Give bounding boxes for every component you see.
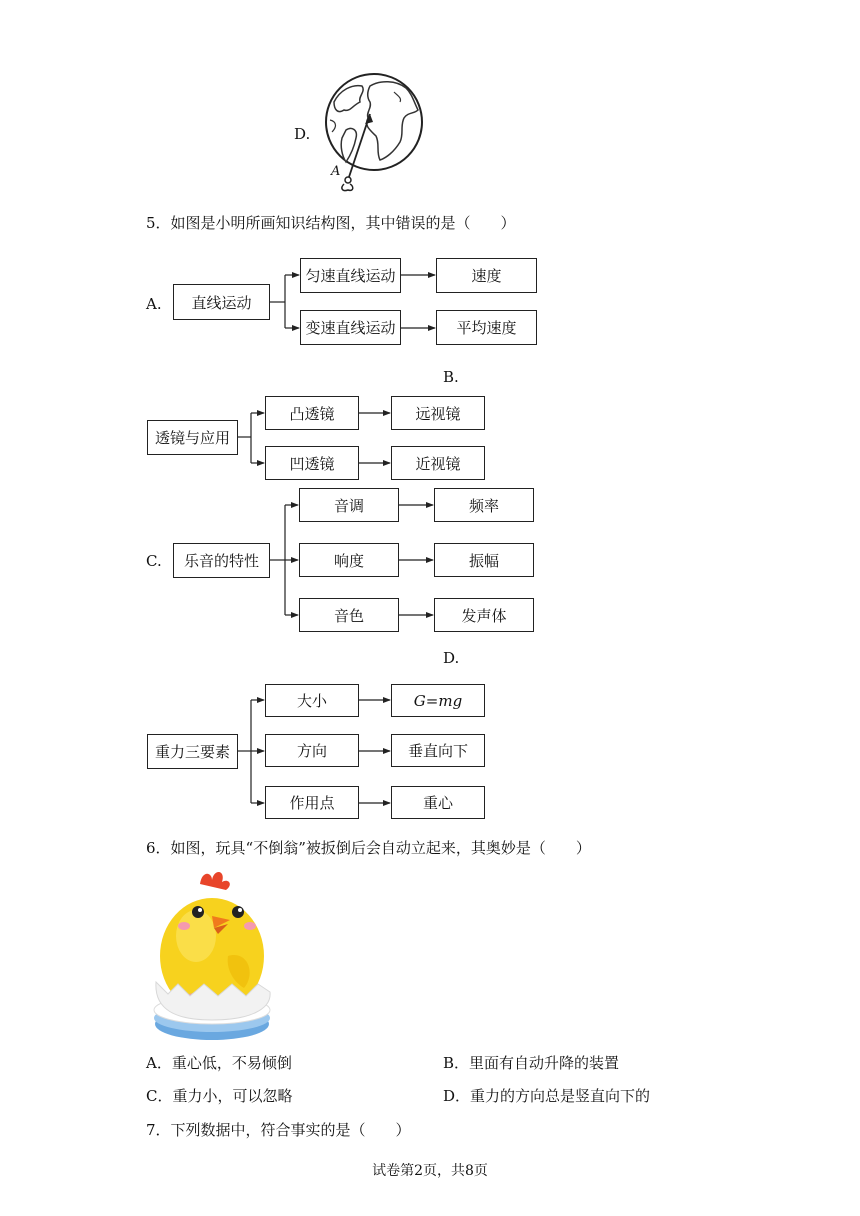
diagram-d-branch-2: 方向 — [265, 734, 359, 767]
tumbler-toy-image — [148, 864, 276, 1042]
tumbler-toy-drawing — [148, 864, 276, 1042]
diagram-c-branch-1: 音调 — [299, 488, 399, 522]
diagram-d-root: 重力三要素 — [147, 734, 238, 769]
diagram-b-leaf-2: 近视镜 — [391, 446, 485, 480]
diagram-a-root: 直线运动 — [173, 284, 270, 320]
q5-stem: 5．如图是小明所画知识结构图，其中错误的是（ ） — [146, 214, 516, 232]
diagram-a-leaf-1: 速度 — [436, 258, 537, 293]
diagram-c-branch-3: 音色 — [299, 598, 399, 632]
q7-stem: 7．下列数据中，符合事实的是（ ） — [146, 1121, 411, 1139]
q6-option-c: C．重力小，可以忽略 — [146, 1087, 293, 1105]
diagram-a-branch-2: 变速直线运动 — [300, 310, 401, 345]
q5-option-d-label: D. — [443, 649, 460, 667]
diagram-b-root: 透镜与应用 — [147, 420, 238, 455]
globe-point-label: A — [331, 164, 341, 179]
diagram-c-leaf-2: 振幅 — [434, 543, 534, 577]
diagram-b-branch-2: 凹透镜 — [265, 446, 359, 480]
q5-option-c-label: C. — [146, 552, 162, 570]
page-footer: 试卷第2页，共8页 — [372, 1163, 488, 1179]
q6-option-b: B．里面有自动升降的装置 — [443, 1054, 620, 1072]
diagram-a-branch-1: 匀速直线运动 — [300, 258, 401, 293]
diagram-c-root: 乐音的特性 — [173, 543, 270, 578]
diagram-c-leaf-1: 频率 — [434, 488, 534, 522]
diagram-d-leaf-2: 垂直向下 — [391, 734, 485, 767]
diagram-c-leaf-3: 发声体 — [434, 598, 534, 632]
q4-option-d-label: D. — [294, 125, 311, 143]
diagram-b-leaf-1: 远视镜 — [391, 396, 485, 430]
diagram-b-branch-1: 凸透镜 — [265, 396, 359, 430]
diagram-c-branch-2: 响度 — [299, 543, 399, 577]
diagram-d-leaf-3: 重心 — [391, 786, 485, 819]
diagram-d-branch-1: 大小 — [265, 684, 359, 717]
diagram-a-leaf-2: 平均速度 — [436, 310, 537, 345]
q5-option-b-label: B. — [443, 368, 459, 386]
q6-option-d: D．重力的方向总是竖直向下的 — [443, 1087, 651, 1105]
diagram-d-leaf-1: G=mg — [391, 684, 485, 717]
q6-option-a: A．重心低，不易倾倒 — [146, 1054, 292, 1072]
q5-option-a-label: A. — [146, 295, 162, 313]
q6-stem: 6．如图，玩具“不倒翁”被扳倒后会自动立起来，其奥妙是（ ） — [146, 839, 591, 857]
diagram-d-branch-3: 作用点 — [265, 786, 359, 819]
